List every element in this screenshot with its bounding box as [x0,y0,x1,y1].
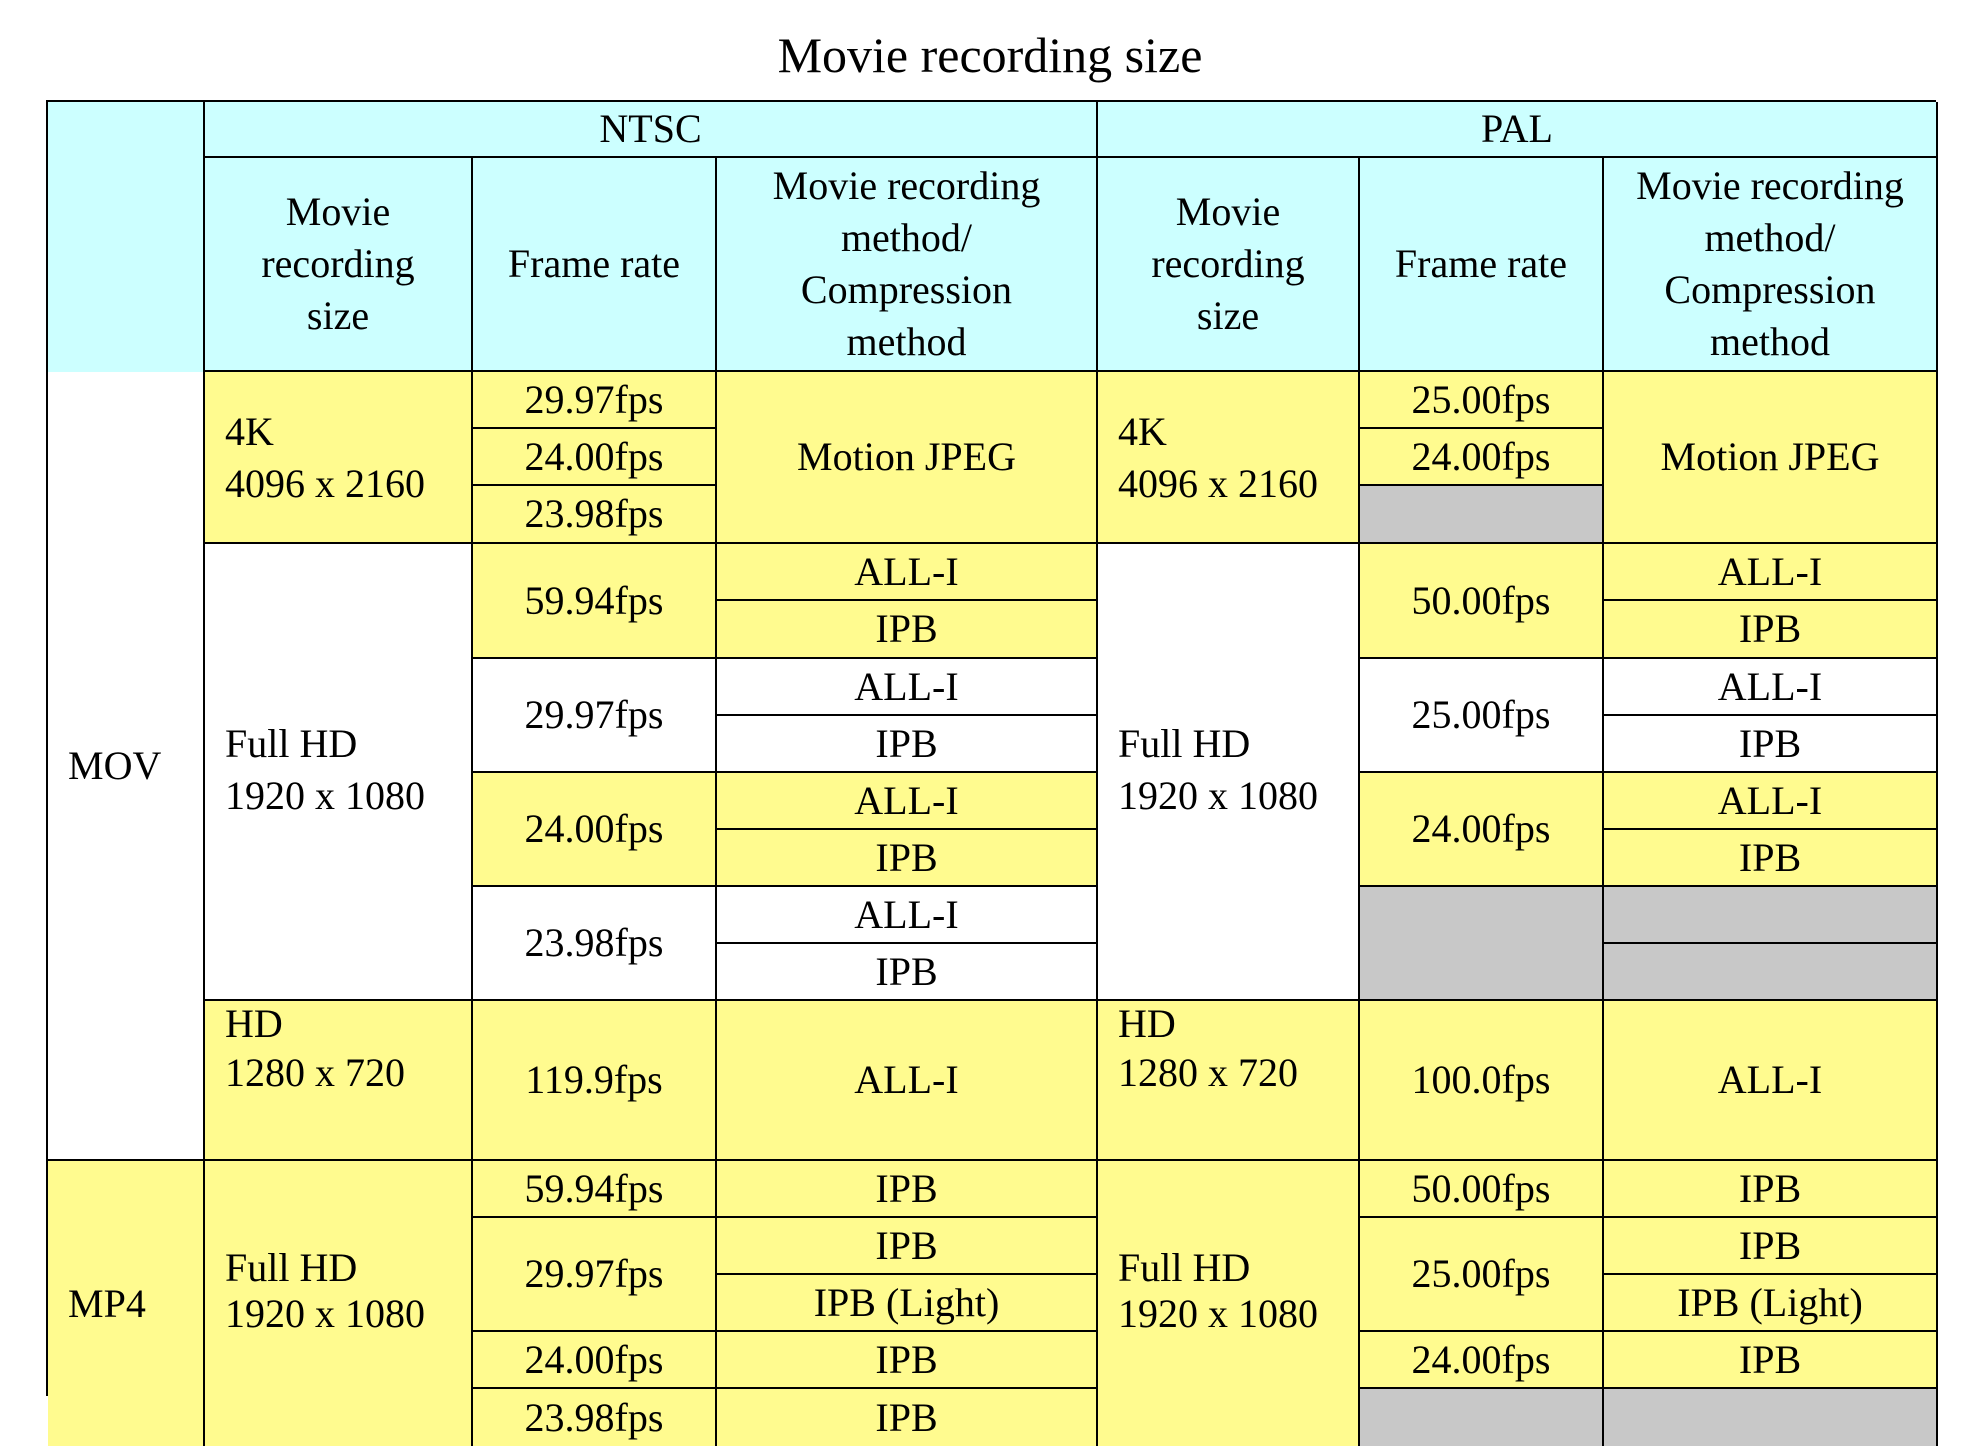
ntsc-fhd-fps-1-method-2: IPB [717,601,1098,659]
ntsc-fhd-fps-3: 24.00fps [473,773,717,887]
ntsc-fhd-fps-2: 29.97fps [473,659,717,773]
ntsc-4k-size-label: 4K [225,409,274,454]
pal-header: PAL [1098,102,1938,158]
pal-mp4-size-resolution: 1920 x 1080 [1118,1291,1318,1336]
pal-fhd-size [1098,544,1360,1001]
pal-frame-rate-header: Frame rate [1360,158,1604,372]
ntsc-fhd-fps-4-method-1: ALL-I [717,887,1098,944]
pal-mp4-fps-3-method: IPB [1604,1332,1938,1389]
ntsc-mp4-fps-3-method: IPB [717,1332,1098,1389]
corner-header-cell [48,102,205,372]
ntsc-mp4-fps-2-method-1: IPB [717,1218,1098,1275]
ntsc-mp4-fps-1-method: IPB [717,1161,1098,1218]
ntsc-fhd-fps-4-method-2: IPB [717,944,1098,1001]
pal-fhd-fps-1-method-2: IPB [1604,601,1938,659]
ntsc-hd-size [205,1001,473,1161]
format-mp4: MP4 [48,1161,205,1446]
pal-4k-size-label: 4K [1118,409,1167,454]
ntsc-fhd-size-resolution: 1920 x 1080 [225,773,425,818]
page-title: Movie recording size [777,27,1203,83]
ntsc-4k-fps-3: 23.98fps [473,486,717,544]
pal-4k-fps-2: 24.00fps [1360,429,1604,486]
pal-fhd-fps-3-method-1: ALL-I [1604,773,1938,830]
ntsc-size-header: Movie recording size [205,158,473,372]
pal-hd-size-label: HD [1118,1001,1176,1046]
ntsc-4k-size [205,372,473,544]
ntsc-fhd-fps-3-method-2: IPB [717,830,1098,887]
pal-fhd-fps-2: 25.00fps [1360,659,1604,773]
ntsc-4k-size-resolution: 4096 x 2160 [225,461,425,506]
ntsc-hd-size-label: HD [225,1001,283,1046]
ntsc-fhd-fps-1: 59.94fps [473,544,717,659]
pal-size-header: Movie recording size [1098,158,1360,372]
ntsc-mp4-size [205,1161,473,1446]
ntsc-mp4-fps-2: 29.97fps [473,1218,717,1332]
ntsc-mp4-fps-4: 23.98fps [473,1389,717,1446]
ntsc-mp4-size-resolution: 1920 x 1080 [225,1291,425,1336]
ntsc-4k-fps-1: 29.97fps [473,372,717,429]
pal-fhd-size-resolution: 1920 x 1080 [1118,773,1318,818]
pal-fhd-unavailable-fps [1360,887,1604,1001]
pal-mp4-fps-2-method-1: IPB [1604,1218,1938,1275]
ntsc-header: NTSC [205,102,1098,158]
ntsc-4k-method: Motion JPEG [717,372,1098,544]
pal-hd-size [1098,1001,1360,1161]
ntsc-mp4-fps-3: 24.00fps [473,1332,717,1389]
pal-fhd-unavailable-method-2 [1604,944,1938,1001]
pal-4k-size-resolution: 4096 x 2160 [1118,461,1318,506]
format-mov: MOV [48,372,205,1161]
pal-fhd-fps-2-method-1: ALL-I [1604,659,1938,716]
ntsc-mp4-fps-4-method: IPB [717,1389,1098,1446]
pal-mp4-size [1098,1161,1360,1446]
ntsc-hd-size-resolution: 1280 x 720 [225,1050,405,1095]
pal-4k-size [1098,372,1360,544]
ntsc-fhd-fps-3-method-1: ALL-I [717,773,1098,830]
pal-fhd-size-label: Full HD [1118,721,1251,766]
ntsc-4k-fps-2: 24.00fps [473,429,717,486]
ntsc-fhd-fps-4: 23.98fps [473,887,717,1001]
ntsc-mp4-fps-2-method-2: IPB (Light) [717,1275,1098,1332]
ntsc-mp4-size-label: Full HD [225,1245,358,1290]
pal-mp4-fps-2-method-2: IPB (Light) [1604,1275,1938,1332]
pal-mp4-fps-2: 25.00fps [1360,1218,1604,1332]
pal-mp4-fps-1: 50.00fps [1360,1161,1604,1218]
pal-hd-size-resolution: 1280 x 720 [1118,1050,1298,1095]
pal-mp4-fps-3: 24.00fps [1360,1332,1604,1389]
pal-mp4-fps-1-method: IPB [1604,1161,1938,1218]
pal-fhd-fps-2-method-2: IPB [1604,716,1938,773]
ntsc-fhd-fps-2-method-2: IPB [717,716,1098,773]
pal-mp4-unavailable-method [1604,1389,1938,1446]
pal-method-header: Movie recording method/ Compression method [1604,158,1938,372]
movie-recording-size-table [46,100,1936,1440]
ntsc-fhd-size-label: Full HD [225,721,358,766]
pal-4k-unavailable-cell [1360,486,1604,544]
pal-mp4-size-label: Full HD [1118,1245,1251,1290]
pal-fhd-fps-1-method-1: ALL-I [1604,544,1938,601]
ntsc-fhd-fps-1-method-1: ALL-I [717,544,1098,601]
ntsc-method-header: Movie recording method/ Compression method [717,158,1098,372]
pal-hd-fps: 100.0fps [1360,1001,1604,1161]
ntsc-fhd-fps-2-method-1: ALL-I [717,659,1098,716]
ntsc-mp4-fps-1: 59.94fps [473,1161,717,1218]
ntsc-hd-method: ALL-I [717,1001,1098,1161]
pal-fhd-fps-3: 24.00fps [1360,773,1604,887]
ntsc-hd-fps: 119.9fps [473,1001,717,1161]
pal-4k-method: Motion JPEG [1604,372,1938,544]
pal-fhd-fps-1: 50.00fps [1360,544,1604,659]
pal-fhd-fps-3-method-2: IPB [1604,830,1938,887]
pal-fhd-unavailable-method-1 [1604,887,1938,944]
pal-hd-method: ALL-I [1604,1001,1938,1161]
pal-mp4-unavailable-fps [1360,1389,1604,1446]
pal-4k-fps-1: 25.00fps [1360,372,1604,429]
ntsc-frame-rate-header: Frame rate [473,158,717,372]
ntsc-fhd-size [205,544,473,1001]
